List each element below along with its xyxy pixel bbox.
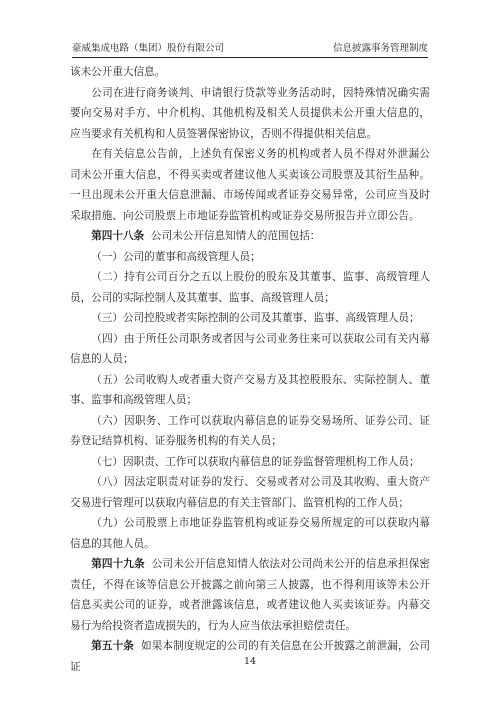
- article-paragraph: 第四十九条 公司未公开信息知情人依法对公司尚未公开的信息承担保密责任，不得在该等信息公开披露之前向第三人披露，也不得利用该等未公开信息买卖公司的证券，或者泄露该信息，或者建议他人买卖该证券。内幕交易行为给投资者造成损失的，行为人应当依法承担赔偿责任。: [70, 558, 430, 632]
- list-item: （二）持有公司百分之五以上股份的股东及其董事、监事、高级管理人员，公司的实际控制人及其董事、监事、高级管理人员；: [70, 271, 430, 304]
- list-item: （五）公司收购人或者重大资产交易方及其控股股东、实际控制人、董事、监事和高级管理人员；: [70, 373, 430, 406]
- list-item: （六）因职务、工作可以获取内幕信息的证券交易场所、证券公司、证券登记结算机构、证券服务机构的有关人员；: [70, 414, 430, 447]
- paragraph: 在有关信息公告前，上述负有保密义务的机构或者人员不得对外泄漏公司未公开重大信息，不得买卖或者建议他人买卖该公司股票及其衍生品种。一旦出现未公开重大信息泄漏、市场传闻或者证券交易异常，公司应当及时采取措施、向公司股票上市地证券监管机构或证券交易所报告并立即公告。: [70, 148, 430, 222]
- paragraph: 公司在进行商务谈判、申请银行贷款等业务活动时，因特殊情况确实需要向交易对手方、中介机构、其他机构及相关人员提供未公开重大信息的，应当要求有关机构和人员签署保密协议，否则不得提供相关信息。: [70, 86, 430, 140]
- page-number: 14: [243, 656, 257, 667]
- list-item: （八）因法定职责对证券的发行、交易或者对公司及其收购、重大资产交易进行管理可以获取内幕信息的有关主管部门、监管机构的工作人员；: [70, 476, 430, 509]
- header-company-name: 豪威集成电路（集团）股份有限公司: [72, 43, 225, 54]
- header-document-title: 信息披露事务管理制度: [332, 43, 428, 54]
- list-item: （四）由于所任公司职务或者因与公司业务往来可以获取公司有关内幕信息的人员；: [70, 332, 430, 365]
- list-item: （三）公司控股或者实际控制的公司及其董事、监事、高级管理人员；: [91, 312, 420, 324]
- article-title: 第四十九条: [91, 558, 145, 570]
- article-title: 第五十条: [91, 640, 135, 652]
- list-item: （九）公司股票上市地证券监管机构或证券交易所规定的可以获取内幕信息的其他人员。: [70, 517, 430, 550]
- list-item: （七）因职责、工作可以获取内幕信息的证券监督管理机构工作人员；: [91, 455, 420, 468]
- article-paragraph: 第五十条 如果本制度规定的公司的有关信息在公开披露之前泄漏，公司证: [70, 640, 430, 673]
- document-body: [70, 62, 430, 677]
- article-paragraph: 第四十八条 公司未公开信息知情人的范围包括：: [91, 230, 321, 242]
- list-item: （一）公司的董事和高级管理人员；: [91, 250, 261, 263]
- article-title: 第四十八条: [91, 230, 145, 242]
- page-header: [72, 40, 428, 58]
- paragraph: 该未公开重大信息。: [70, 66, 166, 78]
